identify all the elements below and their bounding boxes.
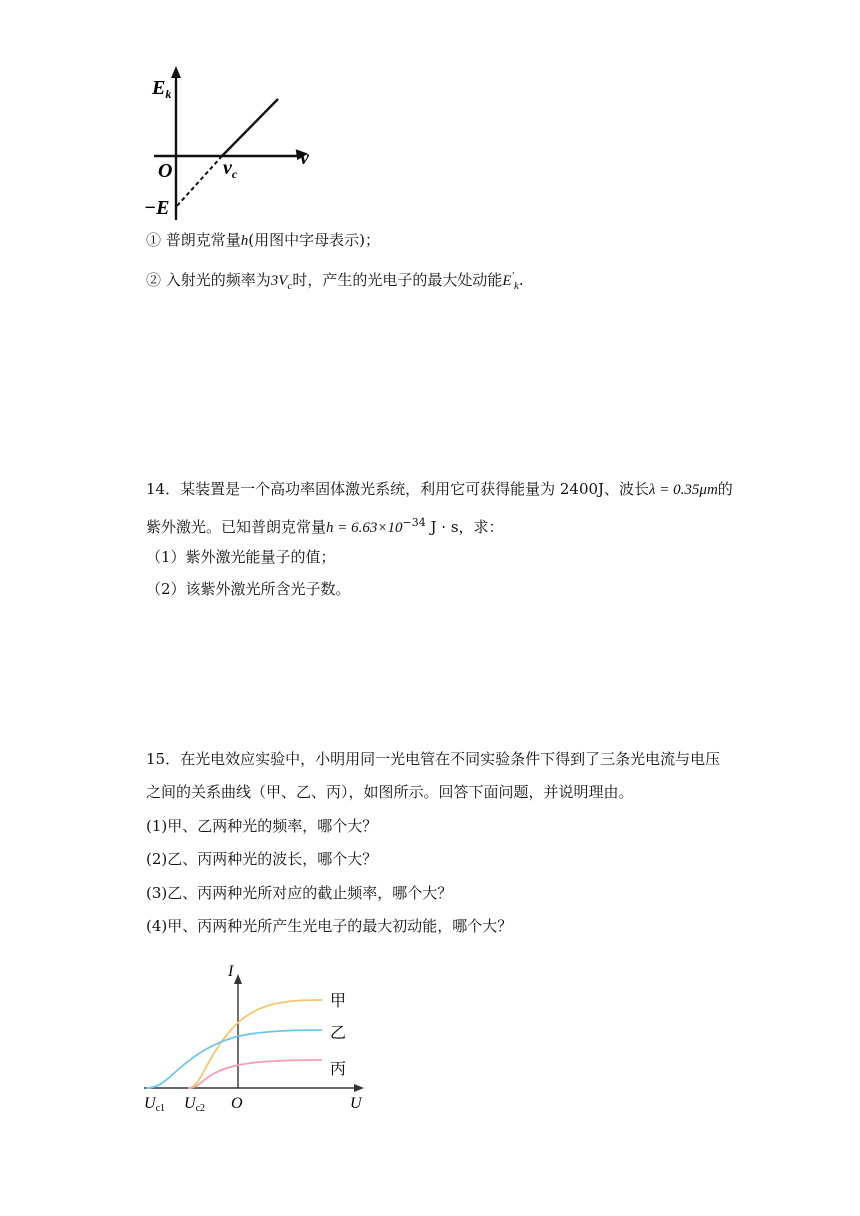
uc1-label: Uc1 — [144, 1095, 166, 1112]
photocurrent-graph — [140, 962, 380, 1112]
q15-line-2: 之间的关系曲线（甲、乙、丙），如图所示。回答下面问题，并说明理由。 — [146, 783, 634, 801]
label-bing: 丙 — [330, 1061, 347, 1078]
q14-sub-2: （2）该紫外激光所含光子数。 — [146, 580, 351, 598]
origin-label: O — [158, 160, 173, 182]
origin-label-2: O — [231, 1095, 243, 1112]
ek-axis-label: $E_k$ — [152, 77, 172, 101]
u-axis-label: U — [350, 1095, 362, 1112]
q15-line-1: 15．在光电效应实验中，小明用同一光电管在不同实验条件下得到了三条光电流与电压 — [146, 750, 721, 768]
uc2-label: Uc2 — [184, 1095, 206, 1112]
q15-sub-1: (1)甲、乙两种光的频率，哪个大？ — [146, 817, 378, 835]
curve-jia — [188, 1000, 322, 1088]
curve-yi — [146, 1030, 322, 1088]
q14-line-1: 14．某装置是一个高功率固体激光系统，利用它可获得能量为 2400J、波长λ = 0.35μm的 — [146, 480, 733, 498]
neg-e-label: −E — [144, 197, 170, 219]
q15-sub-4: (4)甲、丙两种光所产生光电子的最大初动能，哪个大？ — [146, 917, 513, 935]
ek-line-dashed — [176, 156, 222, 207]
q15-sub-2: (2)乙、丙两种光的波长，哪个大？ — [146, 850, 378, 868]
nu-c-label: $\nu_c$ — [223, 157, 238, 181]
label-jia: 甲 — [330, 993, 347, 1010]
q14-line-2: 紫外激光。已知普朗克常量$h = 6.63\times 10^{-34}$ J · s，求： — [146, 516, 504, 536]
q14-sub-1: （1）紫外激光能量子的值； — [146, 548, 336, 566]
i-axis-label: I — [228, 963, 234, 980]
nu-axis-label: ν — [300, 147, 309, 169]
q15-sub-3: (3)乙、丙两种光所对应的截止频率，哪个大？ — [146, 884, 453, 902]
ek-frequency-graph — [140, 62, 320, 227]
ek-line-solid — [222, 99, 278, 156]
q13-item-2: ② 入射光的频率为$3V_c$时，产生的光电子的最大处动能$E'_k$. — [146, 270, 524, 292]
q13-item-1: ① 普朗克常量h(用图中字母表示)； — [146, 231, 380, 249]
label-yi: 乙 — [330, 1025, 347, 1042]
